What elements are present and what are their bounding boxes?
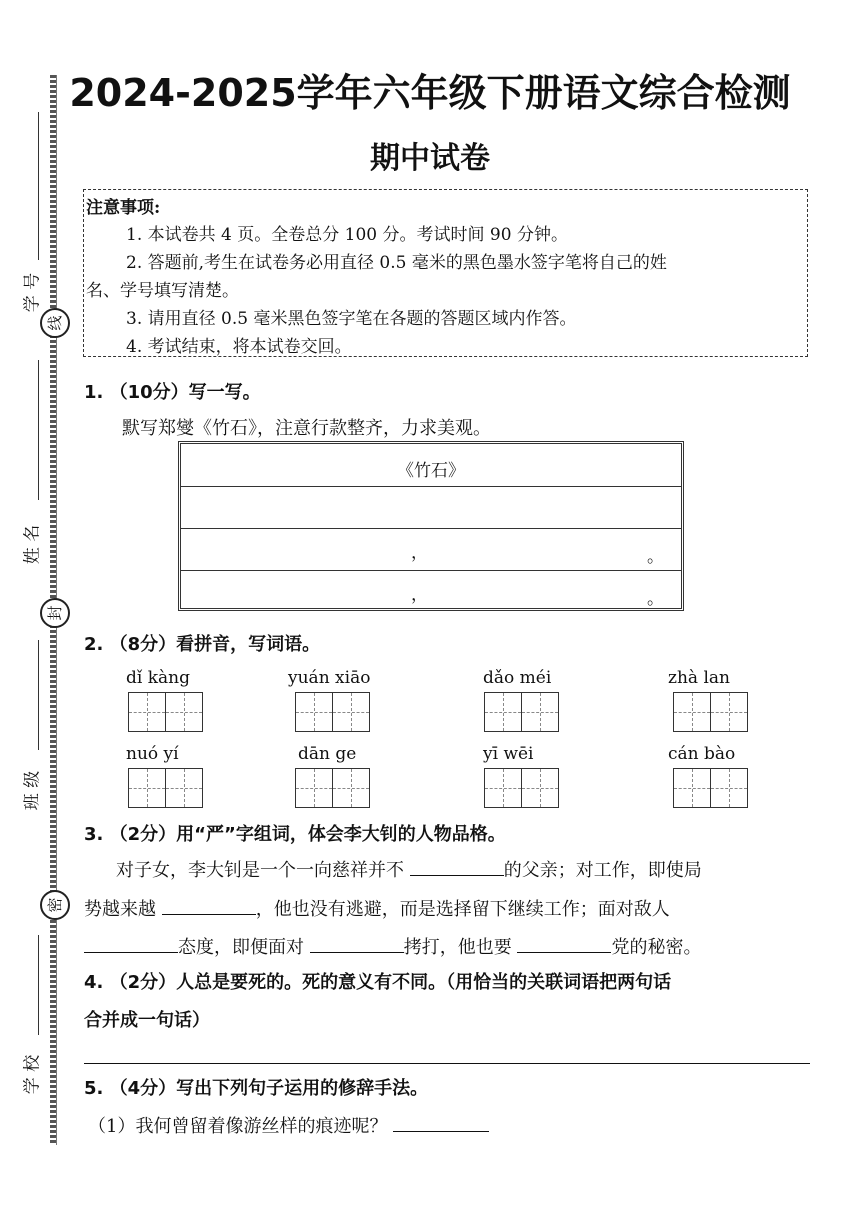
q4-title-line1: 4. （2分）人总是要死的。死的意义有不同。（用恰当的关联词语把两句话 [84,972,672,993]
q3-text: 党的秘密。 [611,937,702,958]
q4-answer-line[interactable] [84,1063,810,1064]
char-boxes[interactable] [484,692,558,732]
school-label: 学 校 [22,1054,43,1095]
poem-row-line [181,570,681,571]
pinyin-label: nuó yí [126,744,179,764]
answer-blank[interactable] [162,913,256,915]
poem-row-line [181,528,681,529]
school-line [38,935,39,1035]
exam-title: 2024-2025学年六年级下册语文综合检测 [69,71,791,115]
char-boxes[interactable] [484,768,558,808]
answer-blank[interactable] [310,951,404,953]
char-boxes[interactable] [673,768,747,808]
poem-period: 。 [647,589,664,609]
pinyin-label: cán bào [668,744,736,764]
student-id-label: 学 号 [22,272,43,313]
q3-line1 [116,856,702,882]
pinyin-label: dǎo méi [483,668,552,688]
student-id-line [38,112,39,260]
q5-item1 [88,1112,489,1138]
q3-line3 [84,933,701,959]
poem-comma: ， [411,543,428,563]
q5-title: 5. （4分）写出下列句子运用的修辞手法。 [84,1078,429,1099]
pinyin-label: dān ge [298,744,357,764]
q1-title: 1. （10分）写一写。 [84,382,261,403]
answer-blank[interactable] [410,874,504,876]
q3-text: 势越来越 [84,899,156,920]
seal-mi: 密 [40,890,70,920]
q3-text: 对子女，李大钊是一个一向慈祥并不 [116,860,404,881]
char-boxes[interactable] [673,692,747,732]
q5-item1-text: （1）我何曾留着像游丝样的痕迹呢？ [88,1116,388,1137]
q3-text: ，他也没有逃避，而是选择留下继续工作；面对敌人 [255,899,670,920]
char-boxes[interactable] [128,692,202,732]
q3-text: 态度，即便面对 [178,937,304,958]
answer-blank[interactable] [517,951,611,953]
seal-feng: 封 [40,598,70,628]
notice-line: 2. 答题前,考生在试卷务必用直径 0.5 毫米的黑色墨水签字笔将自己的姓 [126,253,667,273]
class-label: 班 级 [22,770,43,811]
seal-xian: 线 [40,308,70,338]
pinyin-label: zhà lan [668,668,730,688]
name-line [38,360,39,500]
notice-line: 名、学号填写清楚。 [86,281,239,301]
char-boxes[interactable] [295,768,369,808]
poem-title: 《竹石》 [397,461,465,481]
q3-text: 拷打，他也要 [403,937,512,958]
poem-row-line [181,486,681,487]
pinyin-label: yī wēi [483,744,534,764]
answer-blank[interactable] [84,951,178,953]
poem-comma: ， [411,585,428,605]
q3-line2 [84,895,670,921]
char-boxes[interactable] [295,692,369,732]
pinyin-label: yuán xiāo [288,668,371,688]
poem-box [178,441,684,611]
name-label: 姓 名 [22,524,43,565]
notice-line: 3. 请用直径 0.5 毫米黑色签字笔在各题的答题区域内作答。 [126,309,577,329]
notice-line: 1. 本试卷共 4 页。全卷总分 100 分。考试时间 90 分钟。 [126,225,568,245]
char-boxes[interactable] [128,768,202,808]
notice-heading: 注意事项: [86,198,161,218]
poem-period: 。 [647,547,664,567]
notice-line: 4. 考试结束，将本试卷交回。 [126,337,352,357]
answer-blank[interactable] [393,1130,489,1132]
q4-title-line2: 合并成一句话） [84,1010,210,1031]
q3-title: 3. （2分）用“严”字组词，体会李大钊的人物品格。 [84,824,506,845]
exam-subtitle: 期中试卷 [370,141,490,176]
class-line [38,640,39,750]
q3-text: 的父亲；对工作，即使局 [503,860,702,881]
pinyin-label: dǐ kàng [126,668,190,688]
q1-instruction: 默写郑燮《竹石》，注意行款整齐，力求美观。 [122,418,491,439]
q2-title: 2. （8分）看拼音，写词语。 [84,634,321,655]
